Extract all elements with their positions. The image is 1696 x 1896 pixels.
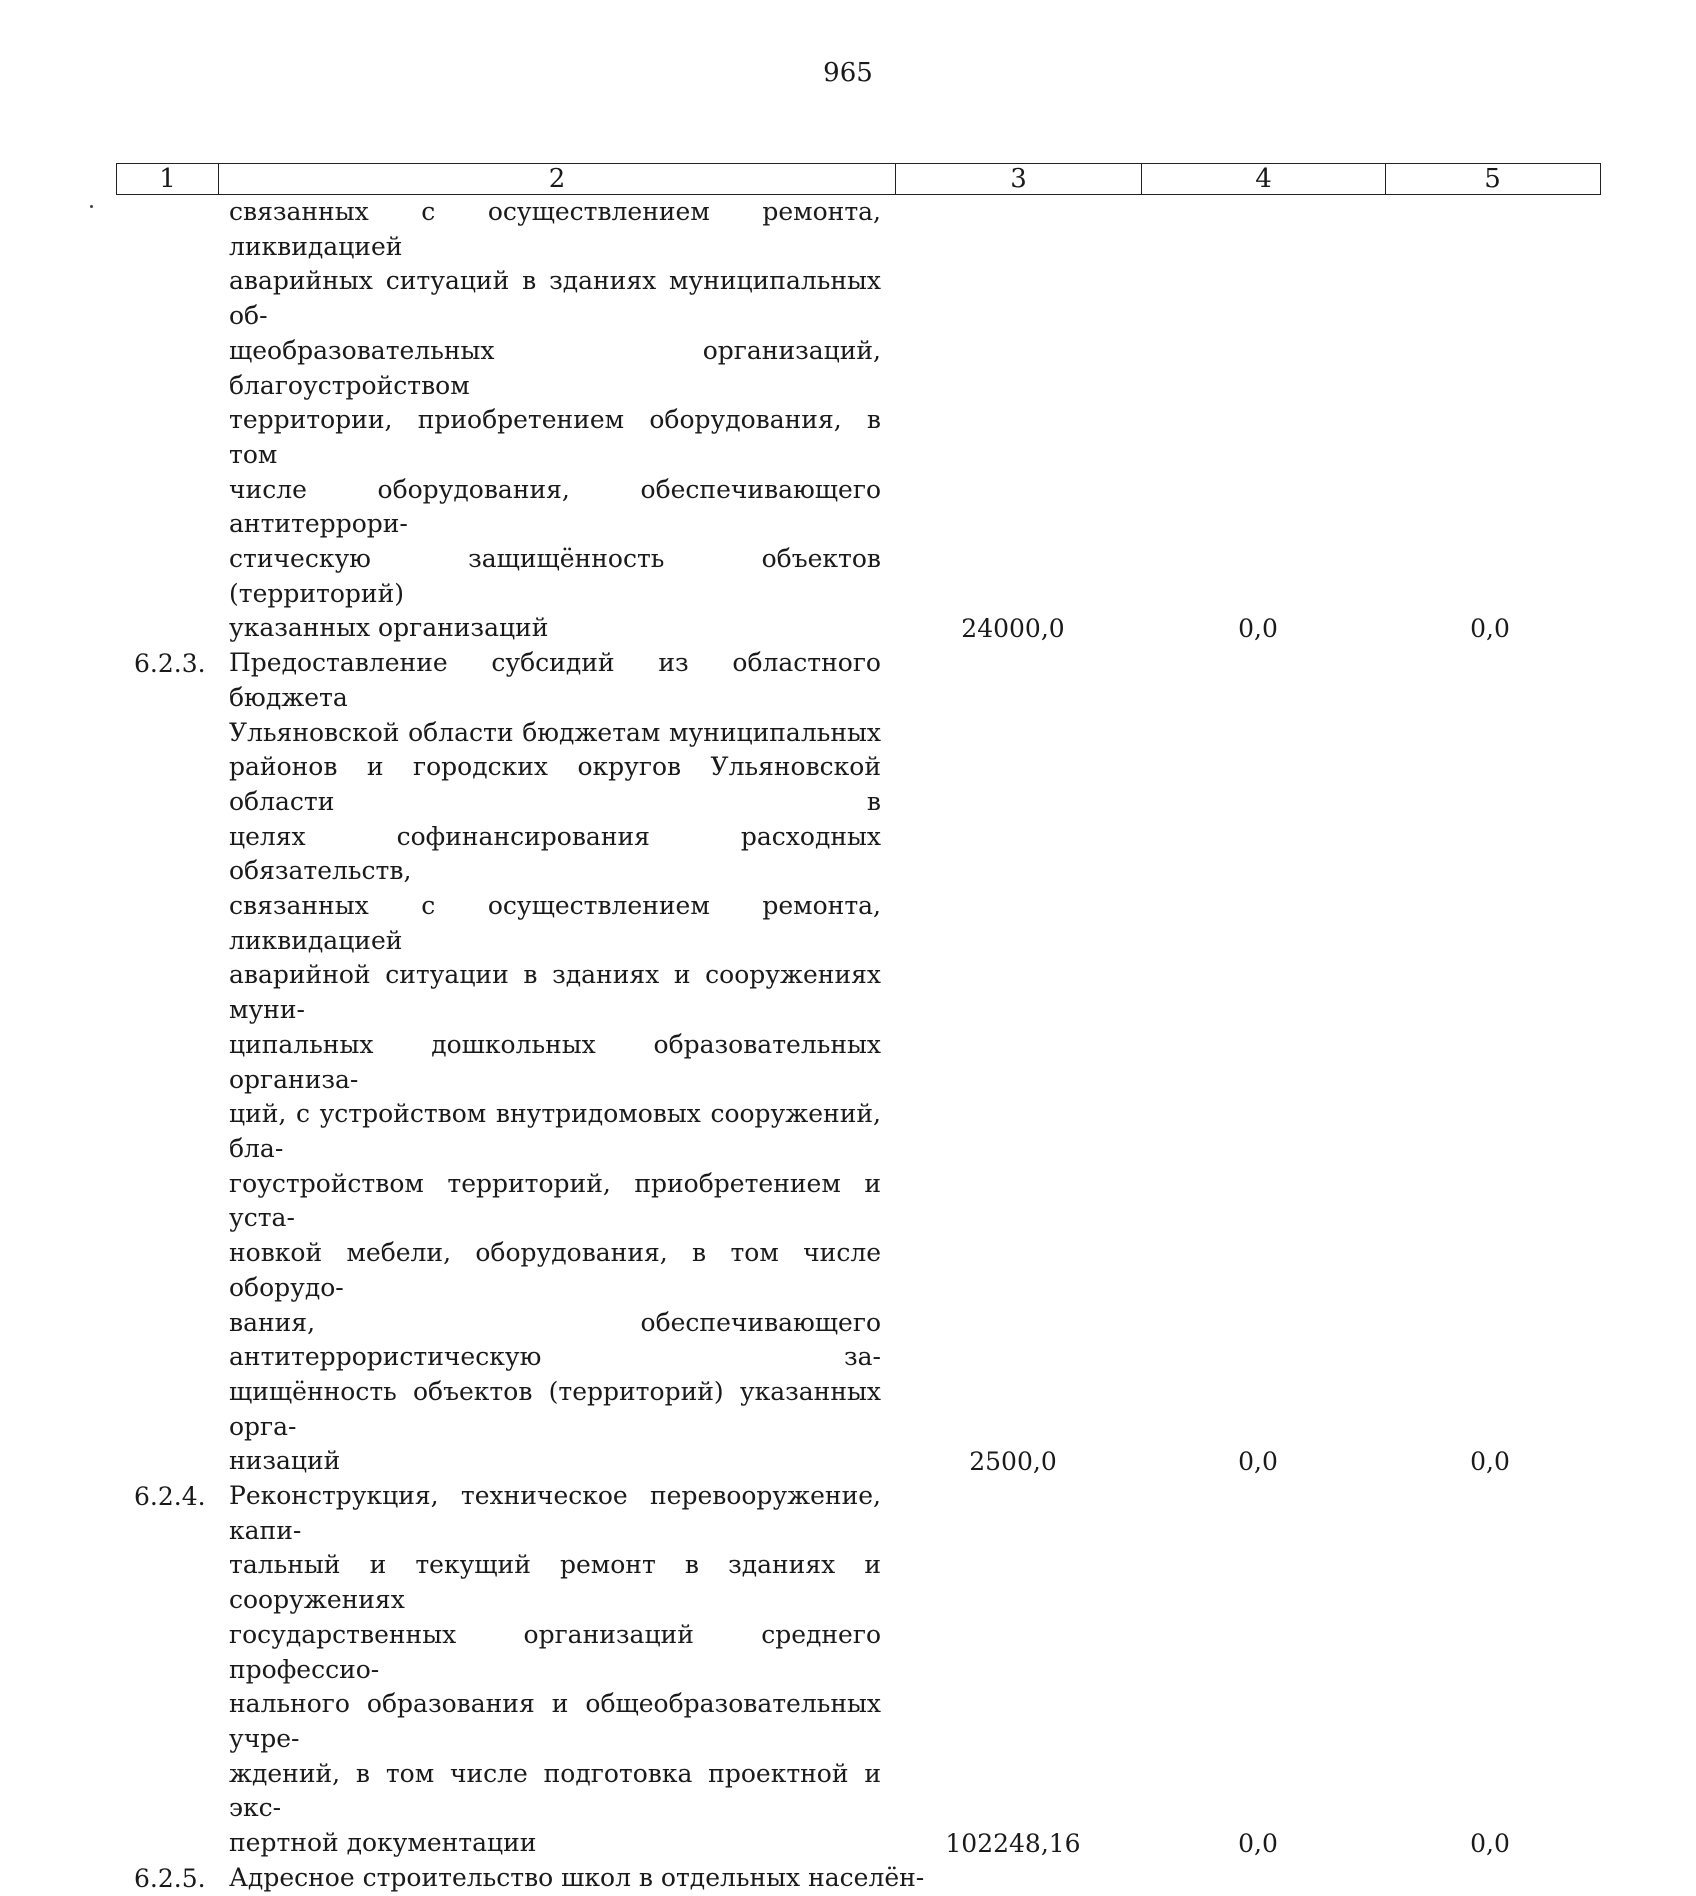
value-col-3: 102248,16: [945, 1828, 1081, 1858]
row-values: [0, 611, 1696, 646]
description-line: гоустройством территорий, приобретением и уста-: [229, 1168, 881, 1233]
description-line: стическую защищённость объектов (территорий): [229, 544, 881, 608]
description-line: ждений, в том числе подготовка проектной и экс-: [229, 1758, 881, 1823]
row-values: [0, 1444, 1696, 1479]
description-line: Предоставление субсидий из областного бюджета: [229, 648, 881, 712]
value-col-5: 0,0: [1470, 1828, 1510, 1858]
description-line: районов и городских округов Ульяновской области в: [229, 752, 881, 816]
description-line: ций, с устройством внутридомовых сооружений, бла-: [229, 1099, 881, 1163]
description-line: Ульяновской области бюджетам муниципальных: [229, 717, 881, 747]
description-line: территории, приобретением оборудования, в том: [229, 405, 881, 469]
table-row: [0, 1479, 1696, 1861]
description-line: щеобразовательных организаций, благоустройством: [229, 335, 881, 400]
value-col-3: 24000,0: [961, 614, 1065, 644]
page-number: 965: [823, 58, 873, 88]
column-header-3: 3: [896, 164, 1142, 194]
column-header-5: 5: [1484, 164, 1501, 194]
description-line: низаций: [229, 1446, 341, 1476]
column-header-1: 1: [117, 164, 219, 194]
table-row: [0, 195, 1696, 646]
description-line: числе оборудования, обеспечивающего антитеррори-: [229, 474, 881, 539]
table-row: [0, 1861, 1696, 1896]
row-number: 6.2.4.: [134, 1482, 206, 1512]
column-header-row: [116, 163, 1601, 195]
description-line: Реконструкция, техническое перевооружение, капи-: [229, 1481, 881, 1545]
description-line: новкой мебели, оборудования, в том числе оборудо-: [229, 1238, 881, 1302]
row-values: [0, 1860, 1696, 1895]
value-col-4: 0,0: [1238, 614, 1278, 644]
description-line: указанных организаций: [229, 613, 549, 643]
row-description: [229, 1479, 881, 1861]
description-line: пертной документации: [229, 1828, 537, 1858]
description-line: вания, обеспечивающего антитеррористическую за-: [229, 1307, 881, 1372]
value-col-5: 0,0: [1470, 1447, 1510, 1477]
row-number: 6.2.3.: [134, 649, 206, 679]
value-col-3: 2500,0: [969, 1447, 1057, 1477]
row-description: [229, 646, 881, 1479]
description-line: Адресное строительство школ в отдельных населён-: [229, 1862, 925, 1892]
description-line: связанных с осуществлением ремонта, ликвидацией: [229, 891, 881, 955]
column-header-4: 4: [1142, 164, 1386, 194]
description-line: целях софинансирования расходных обязательств,: [229, 821, 881, 886]
column-header-2: 2: [219, 164, 896, 194]
description-line: ципальных дошкольных образовательных организа-: [229, 1029, 881, 1094]
description-line: тальный и текущий ремонт в зданиях и сооружениях: [229, 1550, 881, 1615]
description-line: щищённость объектов (территорий) указанных орга-: [229, 1376, 881, 1441]
value-col-5: 0,0: [1470, 614, 1510, 644]
description-line: связанных с осуществлением ремонта, ликвидацией: [229, 197, 881, 261]
row-values: [0, 1826, 1696, 1861]
table-row: [0, 646, 1696, 1479]
row-number: 6.2.5.: [134, 1863, 206, 1893]
description-line: государственных организаций среднего профессио-: [229, 1619, 881, 1684]
description-line: аварийных ситуаций в зданиях муниципальных об-: [229, 266, 881, 331]
value-col-4: 0,0: [1238, 1447, 1278, 1477]
row-description: [229, 195, 881, 646]
description-line: нального образования и общеобразовательных учре-: [229, 1689, 881, 1753]
description-line: аварийной ситуации в зданиях и сооружениях муни-: [229, 960, 881, 1025]
value-col-4: 0,0: [1238, 1828, 1278, 1858]
table-body: [0, 195, 1696, 1895]
